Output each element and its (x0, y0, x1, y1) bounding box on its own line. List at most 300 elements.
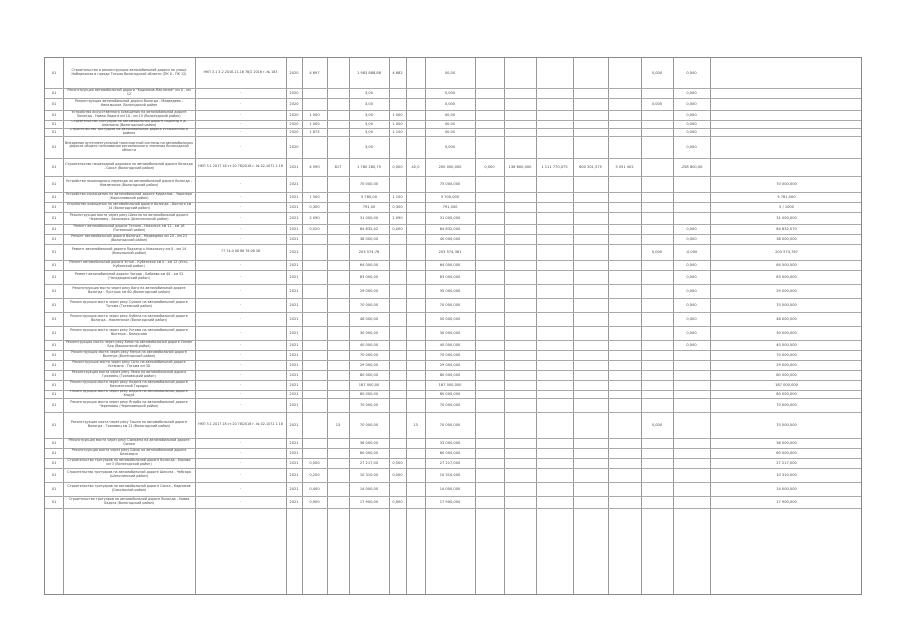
cell-v1 (302, 234, 327, 244)
cell-v8 (504, 448, 536, 458)
cell-desc: Реконструкция моста через реку Шексна на автомобильной дороге Череповец - Белозерск (Шекснинский район) (69, 213, 189, 221)
cell-year: 2021 (289, 363, 299, 367)
cell-v14: 31 000,000 (776, 216, 797, 220)
cell-idx: 01 (51, 487, 57, 491)
cell-v2 (327, 468, 349, 482)
cell-v4 (389, 260, 406, 270)
cell-desc: Ремонт автомобильной дороги Тотьма - Никольск км 12 - км 18 (Тотемский район) (73, 224, 185, 232)
cell-v14: 70 000,000 (776, 353, 797, 357)
cell-v3: 70 000,00 (359, 303, 379, 307)
cell-v10 (573, 458, 608, 468)
cell-v4 (389, 360, 406, 370)
cell-idx: 01 (51, 383, 57, 387)
cell-v6: 30 000,000 (439, 331, 461, 335)
cell-v14 (710, 128, 863, 136)
cell-v10 (573, 110, 608, 120)
cell-v8 (504, 260, 536, 270)
cell-year: 2021 (289, 250, 299, 254)
cell-year: 2021 (289, 392, 299, 396)
cell-v2 (327, 244, 349, 260)
cell-v4 (389, 298, 406, 312)
cell-v2 (327, 380, 349, 390)
cell-ref: - (239, 486, 242, 491)
cell-v10 (573, 244, 608, 260)
cell-year: 2021 (289, 195, 299, 199)
cell-year: 2021 (289, 461, 299, 465)
cell-v4: 0,000 (392, 473, 403, 477)
cell-v11 (608, 202, 641, 212)
cell-idx: 01 (51, 317, 57, 321)
cell-v3: 3,00 (364, 122, 373, 126)
cell-v6: 29 000,000 (439, 363, 461, 367)
cell-v1: 0,900 (309, 500, 320, 504)
cell-desc: Строительство тротуаров на автомобильной дороге Шексна - Чебсара (Шекснинский район) (67, 470, 191, 478)
cell-v10 (573, 284, 608, 298)
cell-v3: 31 000,00 (359, 216, 379, 220)
cell-v2 (327, 312, 349, 326)
cell-v13 (673, 412, 710, 438)
table-row (45, 176, 861, 193)
cell-year: 2021 (289, 373, 299, 377)
cell-v10 (573, 192, 608, 202)
cell-ref: - (239, 450, 242, 455)
cell-ref: - (239, 215, 242, 220)
table-row (45, 468, 861, 483)
cell-desc: Устройство пешеходного перехода на автомобильной дороге Вологда - Новленское (Вологодский район) (66, 179, 192, 187)
cell-v2 (327, 98, 349, 110)
cell-v3: 3,00 (364, 130, 373, 134)
cell-v1 (302, 340, 327, 350)
cell-v7 (475, 298, 504, 312)
cell-v5 (406, 212, 425, 224)
cell-v13: 0,000 (686, 91, 697, 95)
cell-v9 (536, 284, 573, 298)
cell-ref: - (239, 194, 242, 199)
cell-ref: - (239, 391, 242, 396)
cell-v3: 80 000,00 (359, 451, 379, 455)
cell-v14 (710, 88, 863, 98)
cell-idx: 01 (51, 113, 57, 117)
cell-v1 (302, 380, 327, 390)
cell-v5 (406, 202, 425, 212)
cell-v14: 30 000,000 (776, 331, 797, 335)
cell-v2 (327, 370, 349, 380)
cell-v13: 0,000 (686, 263, 697, 267)
cell-v12 (641, 270, 673, 284)
cell-v5 (406, 340, 425, 350)
cell-v8 (504, 98, 536, 110)
cell-v11 (608, 380, 641, 390)
cell-v5 (406, 438, 425, 448)
cell-v11 (608, 98, 641, 110)
cell-v13: 0,000 (686, 71, 697, 75)
cell-idx: 01 (51, 363, 57, 367)
cell-idx: 01 (51, 403, 57, 407)
cell-v8 (504, 192, 536, 202)
cell-v7 (475, 58, 504, 88)
cell-v6: 203 574,361 (438, 250, 462, 254)
cell-v6: 70 000,000 (439, 303, 461, 307)
cell-v13 (673, 438, 710, 448)
cell-v14: 14 000,000 (776, 487, 797, 491)
cell-year: 2021 (289, 441, 299, 445)
cell-v6: 50 000,000 (439, 317, 461, 321)
cell-v7 (475, 270, 504, 284)
cell-year: 2020 (289, 91, 299, 95)
cell-v12 (641, 448, 673, 458)
cell-v1: 4 697 (309, 71, 320, 75)
cell-v6: 70 000,000 (439, 403, 461, 407)
cell-v10 (573, 412, 608, 438)
cell-v14 (710, 110, 863, 120)
cell-v14: 17 900,000 (776, 500, 797, 504)
cell-v5 (406, 298, 425, 312)
cell-v3: 83 000,00 (359, 275, 379, 279)
cell-year: 2021 (289, 331, 299, 335)
cell-v1: 0,020 (309, 227, 320, 231)
cell-v4 (389, 482, 406, 496)
cell-v6: 10 310,000 (439, 473, 461, 477)
cell-v6: 70 000,000 (439, 423, 461, 427)
cell-v2 (327, 398, 349, 412)
cell-v4: 1 000 (392, 122, 403, 126)
cell-v7 (475, 224, 504, 234)
cell-v12 (641, 326, 673, 340)
cell-v7 (475, 202, 504, 212)
cell-v6: 80 000,000 (439, 392, 461, 396)
cell-v7: 0,000 (484, 165, 495, 169)
cell-v2 (327, 350, 349, 360)
cell-desc: Реконструкция моста через реку Нодога на автомобильной дороге Кичменгский Городок (70, 380, 188, 388)
cell-v3: 29 000,00 (359, 363, 379, 367)
cell-desc: Реконструкция моста через реку Ухтома на автомобильной дороге Вытегра - Белоусово (70, 328, 188, 336)
cell-v7 (475, 120, 504, 128)
cell-v13: 0,000 (686, 317, 697, 321)
cell-ref: - (239, 402, 242, 407)
cell-year: 2021 (289, 237, 299, 241)
cell-v3: 27 217,00 (359, 461, 379, 465)
cell-desc: Реконструкция моста через реку Лежа на автомобильной дороге Грязовец (Грязовецкий район) (71, 370, 187, 378)
cell-ref: - (239, 236, 242, 241)
cell-v4 (389, 176, 406, 192)
cell-v5 (406, 284, 425, 298)
cell-idx: 01 (51, 205, 57, 209)
cell-v7 (475, 438, 504, 448)
cell-v1 (302, 312, 327, 326)
cell-v5 (406, 176, 425, 192)
cell-ref: - (239, 352, 242, 357)
cell-v13 (673, 176, 710, 192)
cell-ref: - (239, 472, 242, 477)
cell-v11 (608, 212, 641, 224)
cell-v11 (608, 482, 641, 496)
cell-v9 (536, 192, 573, 202)
cell-v12 (641, 110, 673, 120)
cell-v10 (573, 350, 608, 360)
cell-v14: 36 000,000 (776, 441, 797, 445)
cell-v10 (573, 270, 608, 284)
cell-year: 2021 (289, 263, 299, 267)
cell-v12 (641, 350, 673, 360)
cell-v13 (673, 468, 710, 482)
cell-v10 (573, 482, 608, 496)
cell-year: 2020 (289, 145, 299, 149)
cell-v5 (406, 496, 425, 508)
cell-v6: 187 000,000 (438, 383, 462, 387)
cell-v1: 1 500 (309, 195, 320, 199)
cell-v7 (475, 380, 504, 390)
cell-v6: 0,000 (444, 145, 456, 149)
cell-idx: 01 (51, 182, 57, 186)
cell-v7 (475, 326, 504, 340)
cell-v13 (673, 360, 710, 370)
cell-v13 (673, 448, 710, 458)
cell-v11 (608, 370, 641, 380)
cell-v10 (573, 98, 608, 110)
cell-v3: 203 574,76 (358, 250, 380, 254)
cell-v2 (327, 224, 349, 234)
cell-desc: Реконструкция моста через реку Ягорба на автомобильной дороге Череповец (Череповецкий район) (70, 400, 188, 408)
cell-v5: 42,0 (411, 165, 420, 169)
cell-desc: Реконструкция автомобильной дороги "Кадников-Масляное" км 0 - км 12 (67, 88, 191, 96)
cell-v6: 35 000,000 (439, 289, 461, 293)
cell-v9 (536, 496, 573, 508)
cell-v13 (673, 482, 710, 496)
cell-v5 (406, 448, 425, 458)
cell-v2 (327, 260, 349, 270)
cell-v13 (673, 496, 710, 508)
cell-v3: 70 000,00 (359, 403, 379, 407)
cell-v5 (406, 468, 425, 482)
table-row (45, 398, 861, 413)
cell-v9 (536, 128, 573, 136)
cell-v6: 64 000,000 (439, 263, 461, 267)
cell-v6: 75 000,000 (439, 182, 461, 186)
cell-v11 (608, 136, 641, 158)
cell-year: 2021 (289, 275, 299, 279)
cell-idx: 01 (51, 91, 57, 95)
cell-desc: Внедрение интеллектуальной транспортной системы на автомобильных дорогах общего пользования регионального значения Вологодской области (65, 140, 193, 152)
cell-ref: НКП 3-1 3-2 2018-11-16 78/2 2018 г. № 183 (203, 70, 278, 75)
cell-v10 (573, 176, 608, 192)
cell-v11 (608, 312, 641, 326)
cell-v1 (302, 390, 327, 398)
cell-v8 (504, 128, 536, 136)
cell-v6: 17 900,000 (439, 500, 461, 504)
cell-v4 (389, 448, 406, 458)
cell-v3: 80 000,00 (359, 373, 379, 377)
cell-v12 (641, 284, 673, 298)
cell-v12 (641, 340, 673, 350)
cell-v8 (504, 398, 536, 412)
cell-v11 (608, 398, 641, 412)
cell-v14 (710, 98, 863, 110)
cell-v8 (504, 390, 536, 398)
cell-v4: 0,000 (392, 165, 403, 169)
cell-v3: 70 000,00 (359, 423, 379, 427)
cell-v11 (608, 412, 641, 438)
cell-v8 (504, 412, 536, 438)
cell-v14: 10 310,000 (776, 473, 797, 477)
cell-idx: 01 (51, 289, 57, 293)
cell-v6: 14 000,000 (439, 487, 461, 491)
cell-idx: 01 (51, 373, 57, 377)
cell-v8 (504, 202, 536, 212)
cell-v1: 0,300 (309, 205, 320, 209)
cell-v11 (608, 270, 641, 284)
cell-v12 (641, 482, 673, 496)
cell-v8 (504, 438, 536, 448)
cell-v8 (504, 58, 536, 88)
cell-year: 2021 (289, 383, 299, 387)
cell-v14: 5 / 1000 (779, 205, 794, 209)
cell-v2 (327, 326, 349, 340)
cell-v10 (573, 212, 608, 224)
cell-v8 (504, 458, 536, 468)
cell-v9 (536, 390, 573, 398)
cell-v13 (673, 390, 710, 398)
cell-v5 (406, 350, 425, 360)
cell-desc: Реконструкция моста через реку Мегра на автомобильной дороге Вытегра (Вытегорский район) (71, 350, 187, 358)
cell-v8 (504, 244, 536, 260)
cell-v10 (573, 312, 608, 326)
cell-v1: 4 090 (309, 165, 320, 169)
cell-v14: 80 000,000 (776, 392, 797, 396)
cell-v2 (327, 298, 349, 312)
cell-v11 (608, 284, 641, 298)
cell-v6: 791,000 (442, 205, 458, 209)
cell-v13: 0,000 (686, 289, 697, 293)
cell-v2 (327, 234, 349, 244)
table-row (45, 270, 861, 285)
cell-ref: - (239, 288, 242, 293)
cell-v4 (389, 370, 406, 380)
cell-v5 (406, 244, 425, 260)
cell-v13 (673, 192, 710, 202)
cell-ref: - (239, 112, 242, 117)
cell-ref: - (239, 330, 242, 335)
cell-v7 (475, 468, 504, 482)
cell-ref: 77 74-0 08 88 76 08 38 (221, 249, 260, 254)
cell-v13: 0,000 (686, 227, 697, 231)
cell-v2 (327, 360, 349, 370)
table-row (45, 326, 861, 341)
cell-v1 (302, 412, 327, 438)
cell-v4: 4 682 (392, 71, 403, 75)
cell-desc: Устройство освещения на автомобильной дороге Вологда - Вохтога км 14 (Вологодский район) (66, 202, 192, 210)
cell-v7 (475, 260, 504, 270)
cell-v12 (641, 390, 673, 398)
cell-idx: 01 (51, 461, 57, 465)
cell-v6: 00,00 (444, 130, 456, 134)
cell-idx: 01 (51, 392, 57, 396)
cell-v12 (641, 438, 673, 448)
cell-v7 (475, 482, 504, 496)
cell-v1 (302, 244, 327, 260)
cell-v5 (406, 482, 425, 496)
table-row (45, 244, 861, 261)
cell-v1: 0,500 (309, 461, 320, 465)
cell-v4 (389, 438, 406, 448)
cell-v12 (641, 192, 673, 202)
cell-v1: 2 090 (309, 216, 320, 220)
cell-v2 (327, 212, 349, 224)
cell-v7 (475, 390, 504, 398)
cell-v9 (536, 468, 573, 482)
cell-v8 (504, 312, 536, 326)
cell-v7 (475, 110, 504, 120)
cell-v2: 817 (334, 165, 342, 169)
cell-v8 (504, 234, 536, 244)
cell-v6: 00,00 (444, 71, 456, 75)
cell-v9 (536, 298, 573, 312)
cell-v14: 27 217,000 (776, 461, 797, 465)
cell-year: 2021 (289, 205, 299, 209)
cell-v11: 3 051 402 (615, 165, 634, 169)
cell-v9 (536, 326, 573, 340)
cell-desc: Строительство тротуаров на автомобильной дороге Подъезд к д. Ананьино (Вологодский район) (71, 120, 187, 127)
cell-v5 (406, 260, 425, 270)
cell-v10 (573, 380, 608, 390)
cell-v14: 70 000,000 (776, 182, 797, 186)
cell-v11 (608, 496, 641, 508)
cell-v11 (608, 176, 641, 192)
cell-year: 2021 (289, 289, 299, 293)
cell-v7 (475, 340, 504, 350)
cell-v1 (302, 398, 327, 412)
cell-v9 (536, 234, 573, 244)
cell-v3: 3,00 (364, 113, 373, 117)
cell-v12 (641, 496, 673, 508)
cell-v14: 38 000,000 (776, 237, 797, 241)
cell-v2 (327, 438, 349, 448)
cell-v3: 80 000,00 (359, 392, 379, 396)
cell-ref: - (239, 262, 242, 267)
cell-v9 (536, 110, 573, 120)
cell-v5 (406, 128, 425, 136)
table-row (45, 284, 861, 299)
cell-idx: 01 (51, 237, 57, 241)
cell-idx: 01 (51, 263, 57, 267)
table-row (45, 58, 861, 89)
cell-v9 (536, 224, 573, 234)
cell-v4 (389, 412, 406, 438)
cell-idx: 01 (51, 250, 57, 254)
cell-v12 (641, 88, 673, 98)
cell-v9 (536, 370, 573, 380)
cell-v8 (504, 110, 536, 120)
cell-v5 (406, 136, 425, 158)
cell-ref: - (239, 226, 242, 231)
cell-desc: Реконструкция автомобильной дороги Вологда - Медведево - Никольское, Вологодский район (74, 99, 184, 107)
cell-v7 (475, 234, 504, 244)
cell-v14: 29 000,000 (776, 289, 797, 293)
cell-year: 2020 (289, 113, 299, 117)
cell-v8 (504, 326, 536, 340)
cell-v5 (406, 234, 425, 244)
cell-year: 2021 (289, 303, 299, 307)
cell-ref: - (239, 362, 242, 367)
cell-idx: 01 (51, 353, 57, 357)
cell-desc: Устройство искусственного освещения на автомобильной дороге Вологда - Новая Ладога км 10 - км 15 (Вологодский район) (71, 110, 187, 118)
cell-v4 (389, 312, 406, 326)
cell-v13: -258 800,00 (680, 165, 703, 169)
cell-v2 (327, 340, 349, 350)
cell-v8 (504, 340, 536, 350)
cell-v11 (608, 350, 641, 360)
cell-v7 (475, 176, 504, 192)
cell-v8 (504, 496, 536, 508)
